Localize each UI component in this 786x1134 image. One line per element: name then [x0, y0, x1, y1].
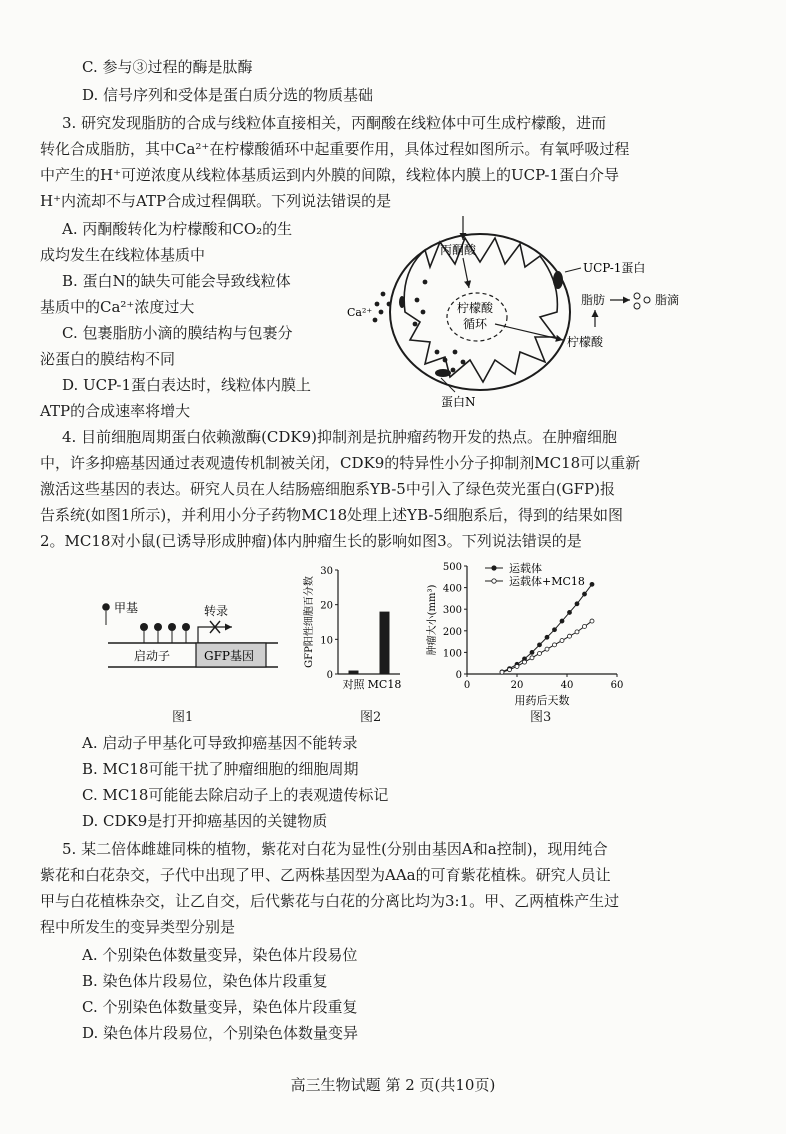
methyl-label: 甲基 — [114, 601, 139, 615]
q4-option-a: A. 启动子甲基化可导致抑癌基因不能转录 — [82, 734, 358, 752]
q3-option-a: A. 丙酮酸转化为柠檬酸和CO₂的生 — [62, 220, 293, 238]
promoter-label: 启动子 — [134, 649, 171, 663]
x-tick-label: 60 — [610, 680, 624, 691]
q5-option-a: A. 个别染色体数量变异，染色体片段易位 — [82, 946, 358, 964]
figure-3-line-chart — [425, 558, 635, 708]
pyruvate-label: 丙酮酸 — [440, 243, 477, 257]
q5-stem-line: 程中所发生的变异类型分别是 — [40, 918, 236, 936]
series-point-0 — [553, 628, 557, 632]
q4-option-b: B. MC18可能干扰了肿瘤细胞的细胞周期 — [82, 760, 359, 778]
series-point-1 — [515, 664, 519, 668]
series-point-1 — [508, 668, 512, 672]
series-point-0 — [568, 610, 572, 614]
mitochondrion-diagram — [345, 212, 690, 412]
q3-option-a-cont: 成均发生在线粒体基质中 — [40, 246, 206, 264]
y-tick-label: 300 — [442, 605, 462, 617]
q4-stem-line: 中，许多抑癌基因通过表观遗传机制被关闭，CDK9的特异性小分子抑制剂MC18可以重新 — [40, 454, 641, 472]
gfp-gene-label: GFP基因 — [204, 649, 254, 663]
y-tick-label: 0 — [326, 670, 333, 681]
q5-stem-line: 5. 某二倍体雌雄同株的植物，紫花对白花为显性(分别由基因A和a控制)，现用纯合 — [62, 840, 608, 858]
series-point-0 — [560, 619, 564, 623]
y-axis-label: GFP阳性细胞百分数 — [304, 576, 315, 668]
fat-label: 脂肪 — [581, 293, 606, 307]
q4-stem-line: 激活这些基因的表达。研究人员在人结肠癌细胞系YB-5中引入了绿色荧光蛋白(GFP)报 — [40, 480, 616, 498]
q5-option-c: C. 个别染色体数量变异，染色体片段重复 — [82, 998, 358, 1016]
q5-option-d: D. 染色体片段易位，个别染色体数量变异 — [82, 1024, 359, 1042]
citrate-out-label: 柠檬酸 — [567, 335, 604, 349]
bar-MC18 — [380, 612, 390, 674]
series-point-1 — [500, 670, 504, 674]
series-point-1 — [538, 651, 542, 655]
cycle-label-1: 柠檬酸 — [457, 301, 494, 315]
legend-marker-0 — [492, 566, 496, 570]
legend-label-0: 运载体 — [509, 562, 542, 575]
q4-stem-line: 4. 目前细胞周期蛋白依赖激酶(CDK9)抑制剂是抗肿瘤药物开发的热点。在肿瘤细胞 — [62, 428, 618, 446]
x-tick-label: 40 — [560, 680, 574, 691]
figure-2-bar-chart — [300, 562, 410, 692]
series-point-1 — [568, 634, 572, 638]
figure-2-caption: 图2 — [360, 710, 382, 725]
series-point-1 — [545, 647, 549, 651]
figure-3-caption: 图3 — [530, 710, 552, 725]
x-tick-label: 0 — [463, 680, 471, 691]
cycle-label-2: 循环 — [463, 317, 488, 331]
x-tick-label: MC18 — [367, 678, 402, 691]
series-point-1 — [560, 639, 564, 643]
series-point-0 — [583, 592, 587, 596]
y-tick-label: 200 — [442, 626, 462, 638]
q3-option-d-cont: ATP的合成速率将增大 — [40, 402, 191, 420]
y-tick-label: 20 — [320, 600, 333, 612]
q5-option-b: B. 染色体片段易位，染色体片段重复 — [82, 972, 328, 990]
y-tick-label: 30 — [320, 566, 333, 577]
series-point-1 — [583, 624, 587, 628]
page-footer: 高三生物试题 第 2 页(共10页) — [290, 1076, 496, 1094]
series-point-1 — [530, 656, 534, 660]
protein-n-label: 蛋白N — [441, 395, 476, 409]
series-point-1 — [590, 619, 594, 623]
y-tick-label: 100 — [442, 648, 462, 660]
x-tick-label: 20 — [510, 680, 524, 691]
series-point-1 — [575, 630, 579, 634]
bar-对照 — [349, 671, 359, 674]
q4-stem-line: 告系统(如图1所示)，并利用小分子药物MC18处理上述YB-5细胞系后，得到的结果如图 — [40, 506, 623, 524]
q4-option-c: C. MC18可能能去除启动子上的表观遗传标记 — [82, 786, 389, 804]
figure-1-caption: 图1 — [172, 710, 194, 725]
q3-option-b: B. 蛋白N的缺失可能会导致线粒体 — [62, 272, 291, 290]
q5-stem-line: 甲与白花植株杂交，让乙自交，后代紫花与白花的分离比均为3:1。甲、乙两植株产生过 — [40, 892, 620, 910]
y-tick-label: 10 — [320, 635, 333, 647]
series-point-0 — [545, 635, 549, 639]
q3-option-c-cont: 泌蛋白的膜结构不同 — [40, 350, 176, 368]
x-tick-label: 对照 — [342, 678, 365, 691]
q4-option-d: D. CDK9是打开抑癌基因的关键物质 — [82, 812, 328, 830]
ca-label: Ca²⁺ — [347, 306, 373, 319]
y-tick-label: 0 — [455, 670, 462, 681]
series-point-0 — [530, 650, 534, 654]
series-point-0 — [590, 582, 594, 586]
transcription-label: 转录 — [204, 604, 229, 618]
q3-stem-line: 中产生的H⁺可逆浓度从线粒体基质运到内外膜的间隙，线粒体内膜上的UCP-1蛋白介导 — [40, 166, 620, 184]
q3-stem-line: 3. 研究发现脂肪的合成与线粒体直接相关，丙酮酸在线粒体中可生成柠檬酸，进而 — [62, 114, 607, 132]
series-point-1 — [523, 660, 527, 664]
droplet-label: 脂滴 — [655, 293, 680, 307]
q2-option-c: C. 参与③过程的酶是肽酶 — [82, 58, 253, 76]
figure-1-gfp-reporter — [100, 585, 280, 695]
legend-marker-1 — [492, 579, 496, 583]
q3-option-c: C. 包裹脂肪小滴的膜结构与包裹分 — [62, 324, 293, 342]
q5-stem-line: 紫花和白花杂交，子代中出现了甲、乙两株基因型为AAa的可育紫花植株。研究人员让 — [40, 866, 611, 884]
q3-option-b-cont: 基质中的Ca²⁺浓度过大 — [40, 298, 195, 316]
series-point-1 — [553, 643, 557, 647]
q3-option-d: D. UCP-1蛋白表达时，线粒体内膜上 — [62, 376, 312, 394]
q2-option-d: D. 信号序列和受体是蛋白质分选的物质基础 — [82, 86, 374, 104]
y-axis-label: 肿瘤大小(mm³) — [427, 584, 438, 656]
series-point-0 — [538, 643, 542, 647]
ucp1-protein — [553, 271, 563, 289]
series-line-0 — [502, 584, 592, 671]
legend-label-1: 运载体+MC18 — [509, 575, 585, 588]
q4-stem-line: 2。MC18对小鼠(已诱导形成肿瘤)体内肿瘤生长的影响如图3。下列说法错误的是 — [40, 532, 582, 550]
y-tick-label: 500 — [442, 562, 462, 573]
series-point-0 — [575, 602, 579, 606]
q3-stem-line: 转化合成脂肪，其中Ca²⁺在柠檬酸循环中起重要作用，具体过程如图所示。有氧呼吸过程 — [40, 140, 630, 158]
protein-n-shape — [435, 369, 451, 377]
ucp1-label: UCP-1蛋白 — [583, 261, 646, 275]
y-tick-label: 400 — [442, 583, 462, 595]
x-axis-label: 用药后天数 — [514, 694, 570, 707]
q3-stem-line: H⁺内流却不与ATP合成过程偶联。下列说法错误的是 — [40, 192, 392, 210]
